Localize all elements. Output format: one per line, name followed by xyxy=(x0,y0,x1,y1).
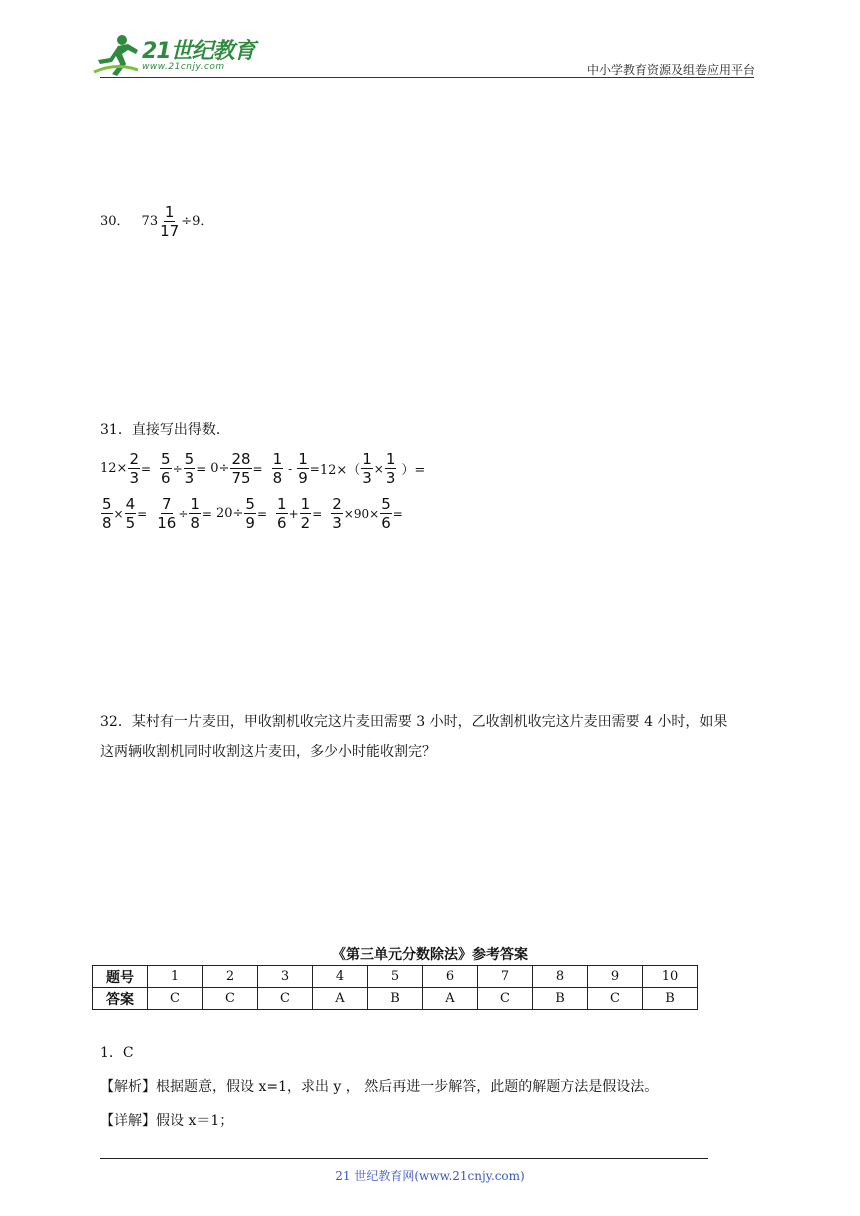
denominator: 75 xyxy=(231,469,251,487)
equals: = xyxy=(196,461,207,476)
logo-url: www.21cnjy.com xyxy=(142,62,225,72)
table-row xyxy=(93,988,698,1010)
denominator: 8 xyxy=(272,469,283,487)
numerator: 2 xyxy=(332,495,342,513)
numerator: 2 xyxy=(129,450,139,468)
fraction xyxy=(160,451,172,486)
footer-link[interactable]: 21 世纪教育网(www.21cnjy.com) xyxy=(335,1169,525,1183)
expr-text: 12×（ xyxy=(319,463,361,478)
expr-text: ）= xyxy=(401,463,426,478)
equals: = xyxy=(201,506,212,521)
operator: - xyxy=(288,461,293,476)
question-31-prompt: 31．直接写出得数． xyxy=(100,422,230,438)
numerator: 1 xyxy=(164,203,175,221)
question-32-line-1: 32．某村有一片麦田，甲收割机收完这片麦田需要 3 小时，乙收割机收完这片麦田需要 4 小时，如果 xyxy=(100,714,728,730)
denominator: 6 xyxy=(277,514,287,532)
equals: = xyxy=(137,506,148,521)
numerator: 5 xyxy=(381,495,391,513)
denominator: 8 xyxy=(190,514,200,532)
numerator: 1 xyxy=(277,495,287,513)
numerator: 28 xyxy=(231,450,251,468)
table-cell: 9 xyxy=(588,966,643,988)
fraction xyxy=(297,451,309,486)
table-cell: 6 xyxy=(423,966,478,988)
numerator: 5 xyxy=(161,450,171,468)
equals: = xyxy=(309,461,320,476)
answer-table xyxy=(92,965,698,1010)
solution-detail: 【详解】假设 x＝1； xyxy=(100,1113,234,1129)
denominator: 17 xyxy=(160,222,180,240)
table-row xyxy=(93,966,698,988)
question-31-row-2 xyxy=(100,496,403,531)
denominator: 3 xyxy=(332,514,342,532)
denominator: 3 xyxy=(184,469,195,487)
fraction xyxy=(125,496,137,531)
numerator: 1 xyxy=(300,495,311,513)
question-32-line-2: 这两辆收割机同时收割这片麦田，多少小时能收割完？ xyxy=(100,744,436,760)
fraction xyxy=(385,451,397,486)
fraction xyxy=(272,451,284,486)
equals: = xyxy=(140,461,152,476)
table-cell: A xyxy=(313,988,368,1010)
denominator: 3 xyxy=(385,469,396,487)
expr-text: 12× xyxy=(100,461,128,476)
equals: = xyxy=(252,461,263,476)
numerator: 1 xyxy=(362,450,372,468)
fraction xyxy=(159,204,180,239)
table-cell: 4 xyxy=(313,966,368,988)
operator: × xyxy=(373,461,384,476)
numerator: 1 xyxy=(298,450,308,468)
denominator: 5 xyxy=(125,514,136,532)
table-cell: B xyxy=(368,988,423,1010)
operator: ÷ xyxy=(172,461,183,476)
numerator: 5 xyxy=(102,495,112,513)
solution-analysis: 【解析】根据题意，假设 x=1，求出 y ， 然后再进一步解答，此题的解题方法是假设法。 xyxy=(100,1079,659,1095)
logo-text: 21世纪教育 xyxy=(142,39,255,64)
table-cell: 1 xyxy=(148,966,203,988)
platform-label: 中小学教育资源及组卷应用平台 xyxy=(586,63,755,77)
denominator: 3 xyxy=(129,469,139,487)
denominator: 6 xyxy=(381,514,391,532)
fraction xyxy=(331,496,343,531)
operator: ÷ xyxy=(178,506,189,521)
numerator: 5 xyxy=(245,495,255,513)
question-32 xyxy=(100,707,780,767)
expr-text: 0÷ xyxy=(210,461,230,476)
table-cell: C xyxy=(203,988,258,1010)
table-cell: C xyxy=(258,988,313,1010)
mixed-whole: 73 xyxy=(141,213,159,229)
table-cell: C xyxy=(148,988,203,1010)
denominator: 3 xyxy=(362,469,372,487)
table-cell: 7 xyxy=(478,966,533,988)
solution-block xyxy=(100,1038,760,1136)
question-30 xyxy=(100,204,213,239)
equals: = xyxy=(392,506,403,521)
fraction xyxy=(361,451,373,486)
table-cell: 8 xyxy=(533,966,588,988)
fraction xyxy=(244,496,256,531)
operator: + xyxy=(288,506,299,521)
expr-text: 20÷ xyxy=(215,506,244,521)
table-cell: 5 xyxy=(368,966,423,988)
table-cell: B xyxy=(643,988,698,1010)
equals: = xyxy=(256,506,268,521)
solution-item: 1．C xyxy=(100,1045,134,1061)
numerator: 1 xyxy=(272,450,283,468)
fraction xyxy=(230,451,251,486)
fraction xyxy=(276,496,288,531)
runner-logo-icon xyxy=(92,32,140,78)
denominator: 8 xyxy=(102,514,112,532)
table-cell: A xyxy=(423,988,478,1010)
table-cell: C xyxy=(478,988,533,1010)
denominator: 9 xyxy=(245,514,255,532)
answer-key-title: 《第三单元分数除法》参考答案 xyxy=(332,947,528,963)
fraction xyxy=(156,496,177,531)
question-number: 30． xyxy=(100,213,130,229)
denominator: 9 xyxy=(298,469,308,487)
expression-rest: ÷9． xyxy=(181,213,214,229)
numerator: 4 xyxy=(125,495,136,513)
fraction xyxy=(184,451,196,486)
table-cell: B xyxy=(533,988,588,1010)
fraction xyxy=(300,496,312,531)
logo xyxy=(92,32,262,78)
fraction xyxy=(101,496,113,531)
footer-divider xyxy=(100,1158,708,1159)
row-label: 答案 xyxy=(93,988,148,1010)
denominator: 16 xyxy=(157,514,177,532)
numerator: 5 xyxy=(184,450,195,468)
fraction xyxy=(128,451,140,486)
operator: × xyxy=(113,506,124,521)
fraction xyxy=(380,496,392,531)
fraction xyxy=(189,496,201,531)
table-cell: 10 xyxy=(643,966,698,988)
table-cell: 2 xyxy=(203,966,258,988)
expr-text: ×90× xyxy=(343,506,380,521)
table-cell: 3 xyxy=(258,966,313,988)
numerator: 1 xyxy=(385,450,396,468)
table-cell: C xyxy=(588,988,643,1010)
numerator: 1 xyxy=(190,495,200,513)
denominator: 2 xyxy=(300,514,311,532)
equals: = xyxy=(312,506,323,521)
question-31-row-1 xyxy=(100,451,425,486)
denominator: 6 xyxy=(161,469,171,487)
row-label: 题号 xyxy=(93,966,148,988)
numerator: 7 xyxy=(161,495,172,513)
header-divider xyxy=(100,77,754,78)
